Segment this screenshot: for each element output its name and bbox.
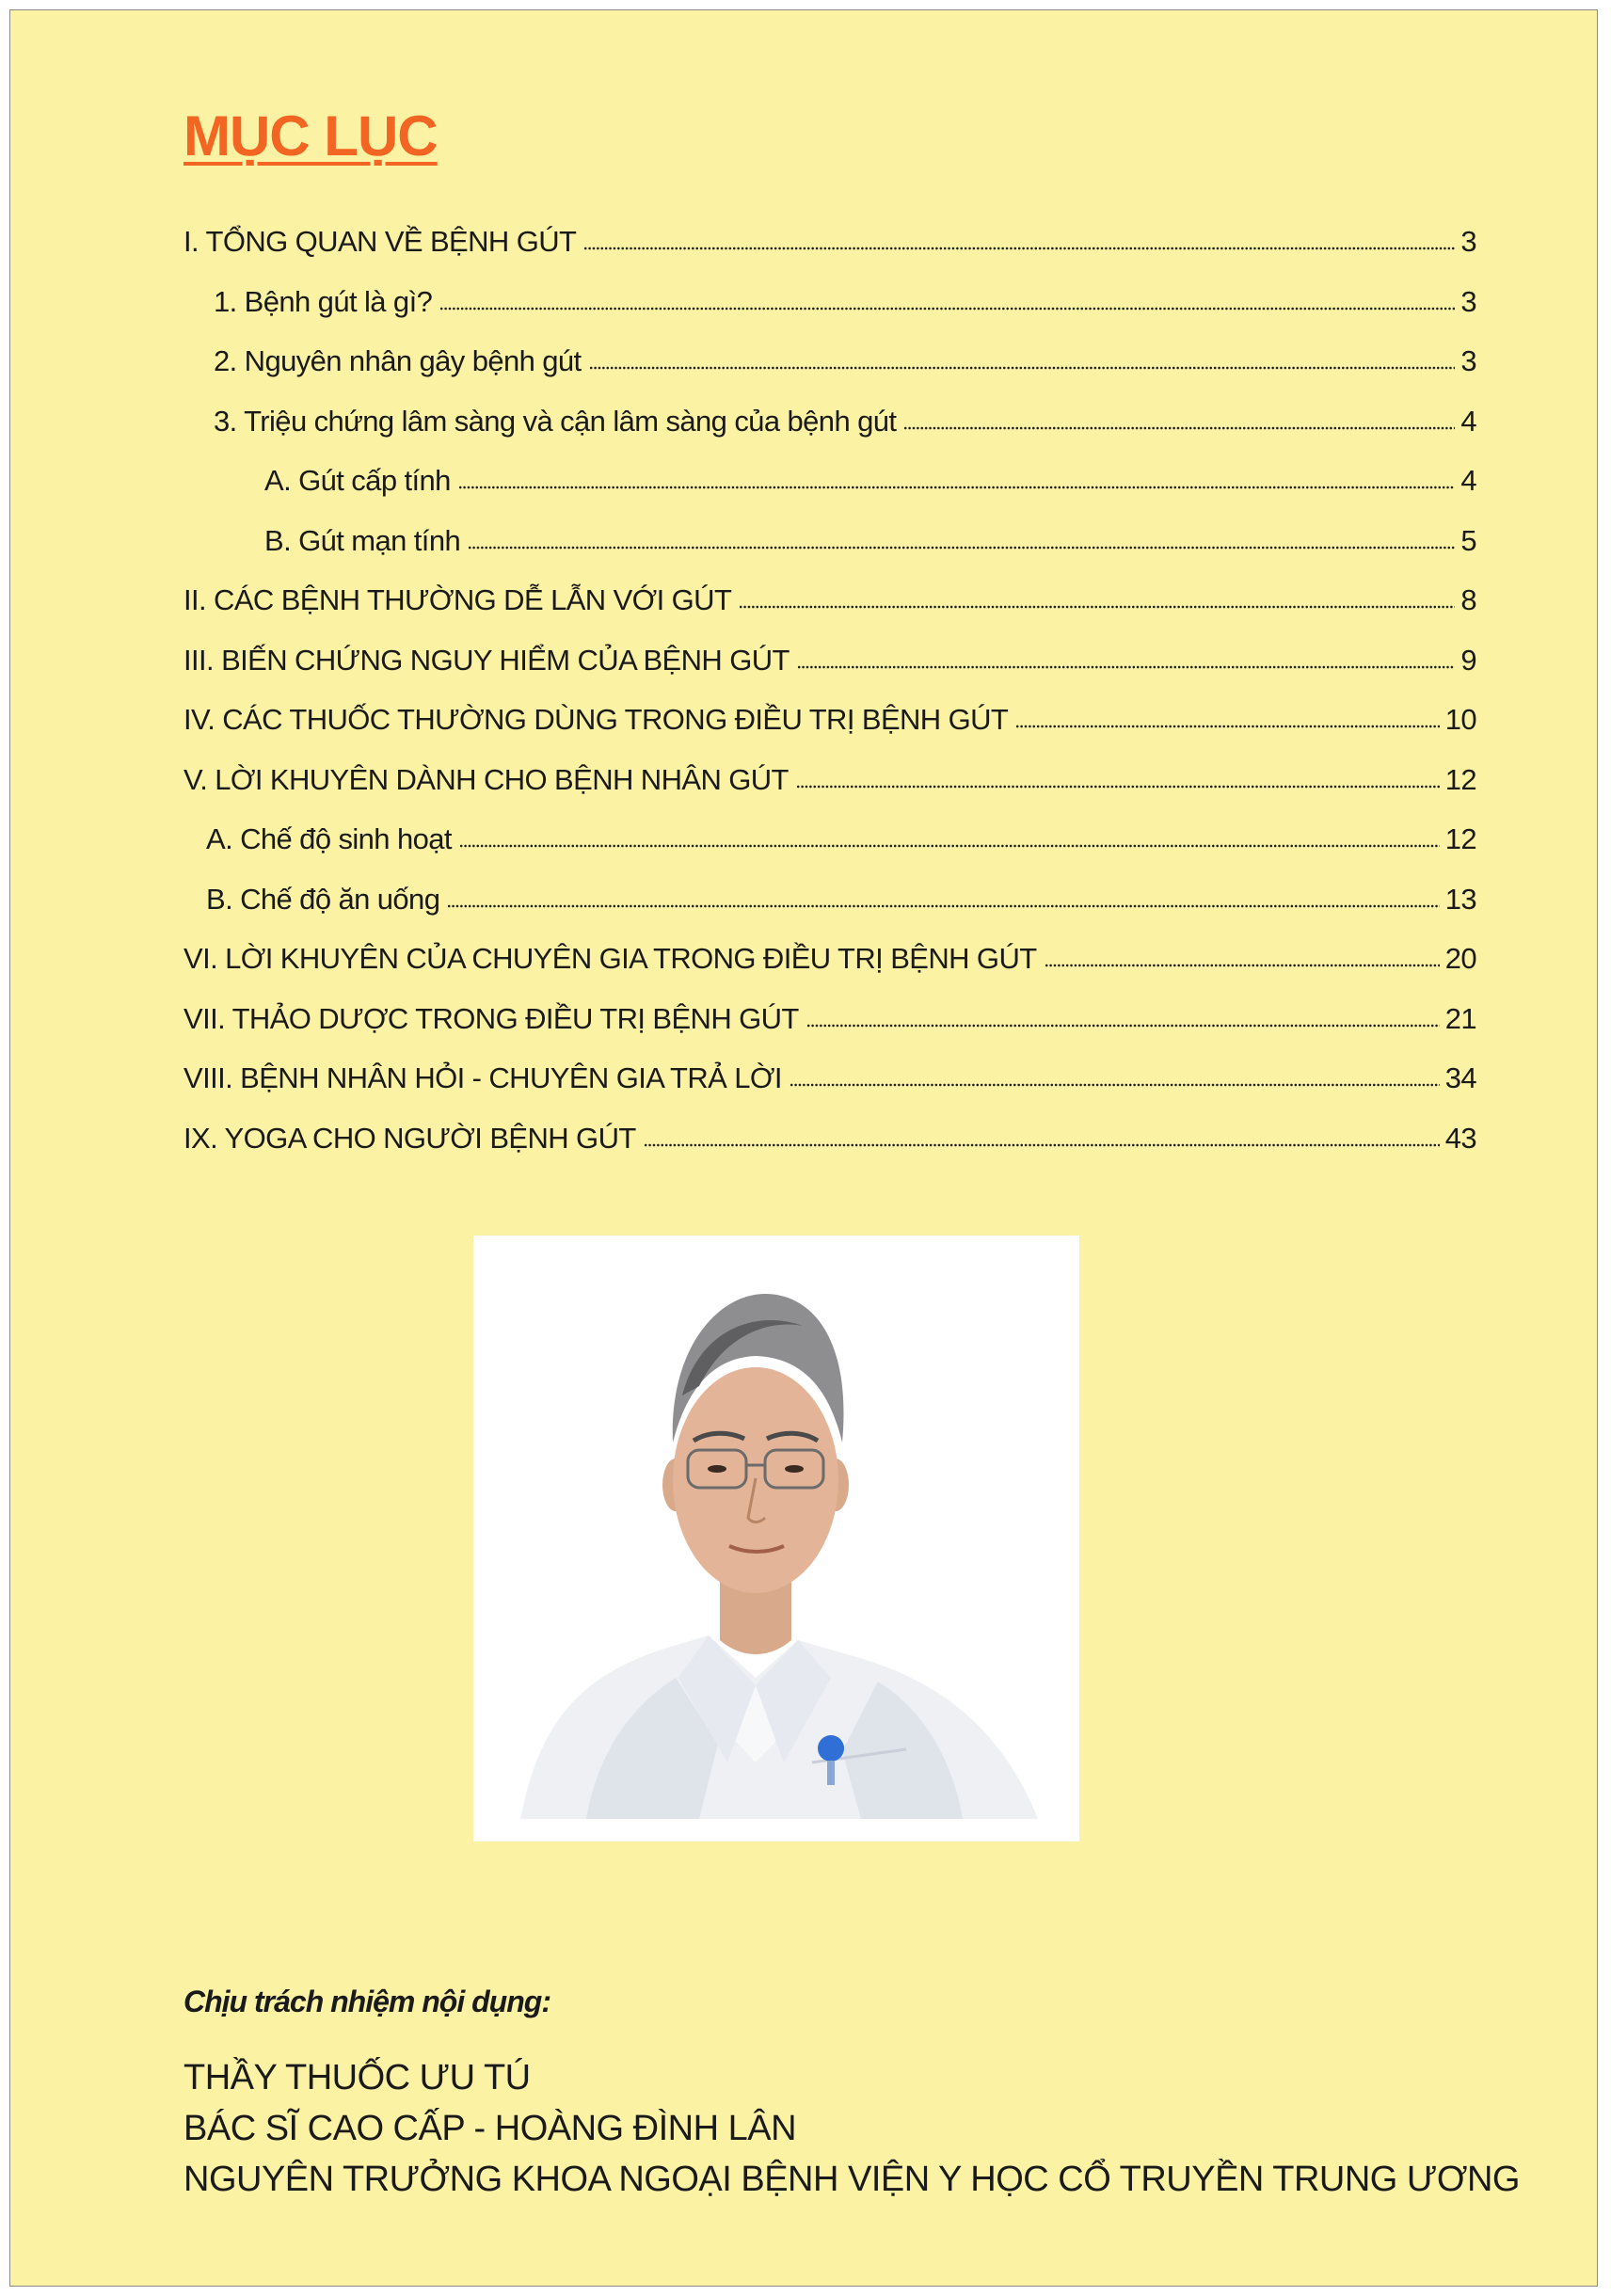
toc-leader-dots	[1015, 724, 1439, 729]
toc-page-number: 9	[1460, 644, 1476, 677]
credit-title-line: THẦY THUỐC ƯU TÚ	[183, 2058, 531, 2097]
toc-page-number: 5	[1460, 524, 1476, 557]
toc-entry[interactable]	[183, 223, 1476, 261]
toc-leader-dots	[739, 604, 1455, 610]
toc-entry-text: V. LỜI KHUYÊN DÀNH CHO BỆNH NHÂN GÚT	[183, 763, 789, 796]
toc-entry[interactable]	[183, 1000, 1476, 1038]
toc-page-number: 34	[1444, 1061, 1476, 1094]
toc-entry[interactable]	[183, 642, 1476, 679]
credit-doctor-name-line: BÁC SĨ CAO CẤP - HOÀNG ĐÌNH LÂN	[183, 2109, 797, 2148]
toc-page-number: 3	[1460, 344, 1476, 377]
toc-leader-dots	[1045, 963, 1440, 968]
toc-leader-dots	[583, 246, 1455, 251]
toc-entry[interactable]	[183, 761, 1476, 799]
toc-leader-dots	[468, 545, 1455, 550]
responsible-content-label: Chịu trách nhiệm nội dụng:	[183, 1985, 550, 2018]
document-page	[9, 9, 1598, 2287]
toc-page-number: 8	[1460, 583, 1476, 616]
toc-leader-dots	[903, 425, 1455, 431]
toc-leader-dots	[459, 843, 1440, 849]
toc-page-number: 12	[1444, 763, 1476, 796]
toc-entry[interactable]	[183, 940, 1476, 978]
toc-entry-text: III. BIẾN CHỨNG NGUY HIỂM CỦA BỆNH GÚT	[183, 644, 790, 677]
toc-entry-text: IV. CÁC THUỐC THƯỜNG DÙNG TRONG ĐIỀU TRỊ BỆNH GÚT	[183, 703, 1009, 736]
toc-entry[interactable]	[183, 701, 1476, 739]
toc-page-number: 4	[1460, 405, 1476, 438]
toc-entry-text: 1. Bệnh gút là gì?	[214, 285, 433, 318]
toc-entry-text: VI. LỜI KHUYÊN CỦA CHUYÊN GIA TRONG ĐIỀU TRỊ BỆNH GÚT	[183, 942, 1037, 975]
toc-entry-text: 3. Triệu chứng lâm sàng và cận lâm sàng của bệnh gút	[214, 405, 897, 438]
toc-page-number: 20	[1444, 942, 1476, 975]
toc-entry[interactable]	[183, 1060, 1476, 1097]
toc-leader-dots	[796, 784, 1440, 789]
toc-entry-text: VIII. BỆNH NHÂN HỎI - CHUYÊN GIA TRẢ LỜI	[183, 1061, 782, 1094]
toc-entry-text: VII. THẢO DƯỢC TRONG ĐIỀU TRỊ BỆNH GÚT	[183, 1002, 799, 1035]
toc-title: MỤC LỤC	[183, 104, 438, 167]
toc-page-number: 3	[1460, 225, 1476, 258]
toc-page-number: 43	[1444, 1122, 1476, 1155]
toc-page-number: 13	[1444, 883, 1476, 916]
toc-leader-dots	[447, 903, 1439, 909]
toc-leader-dots	[790, 1082, 1440, 1088]
credit-position-line: NGUYÊN TRƯỞNG KHOA NGOẠI BỆNH VIỆN Y HỌC CỔ TRUYỀN TRUNG ƯƠNG	[183, 2160, 1520, 2199]
toc-entry-text: A. Gút cấp tính	[264, 464, 451, 497]
toc-entry-text: 2. Nguyên nhân gây bệnh gút	[214, 344, 582, 377]
toc-entry[interactable]	[183, 1120, 1476, 1157]
toc-entry-text: B. Gút mạn tính	[264, 524, 461, 557]
toc-leader-dots	[589, 365, 1456, 371]
toc-entry-text: I. TỔNG QUAN VỀ BỆNH GÚT	[183, 225, 577, 258]
doctor-portrait-illustration	[473, 1236, 1079, 1842]
toc-leader-dots	[644, 1142, 1440, 1148]
doctor-portrait-photo	[473, 1236, 1079, 1842]
toc-page-number: 10	[1444, 703, 1476, 736]
toc-entry-text: IX. YOGA CHO NGƯỜI BỆNH GÚT	[183, 1122, 636, 1155]
toc-entry[interactable]	[264, 522, 1476, 560]
toc-entry[interactable]	[214, 343, 1476, 380]
toc-entry[interactable]	[206, 881, 1476, 918]
toc-page-number: 21	[1444, 1002, 1476, 1035]
toc-page-number: 12	[1444, 822, 1476, 855]
toc-entry[interactable]	[206, 821, 1476, 858]
toc-entry-text: II. CÁC BỆNH THƯỜNG DỄ LẪN VỚI GÚT	[183, 583, 732, 616]
toc-leader-dots	[806, 1023, 1440, 1028]
toc-page-number: 3	[1460, 285, 1476, 318]
toc-leader-dots	[439, 306, 1455, 311]
toc-page-number: 4	[1460, 464, 1476, 497]
toc-entry-text: B. Chế độ ăn uống	[206, 883, 440, 916]
toc-entry[interactable]	[214, 403, 1476, 440]
toc-entry[interactable]	[183, 582, 1476, 619]
toc-leader-dots	[797, 664, 1455, 670]
toc-leader-dots	[458, 485, 1456, 490]
toc-entry[interactable]	[264, 462, 1476, 500]
toc-entry-text: A. Chế độ sinh hoạt	[206, 822, 452, 855]
toc-entry[interactable]	[214, 283, 1476, 321]
